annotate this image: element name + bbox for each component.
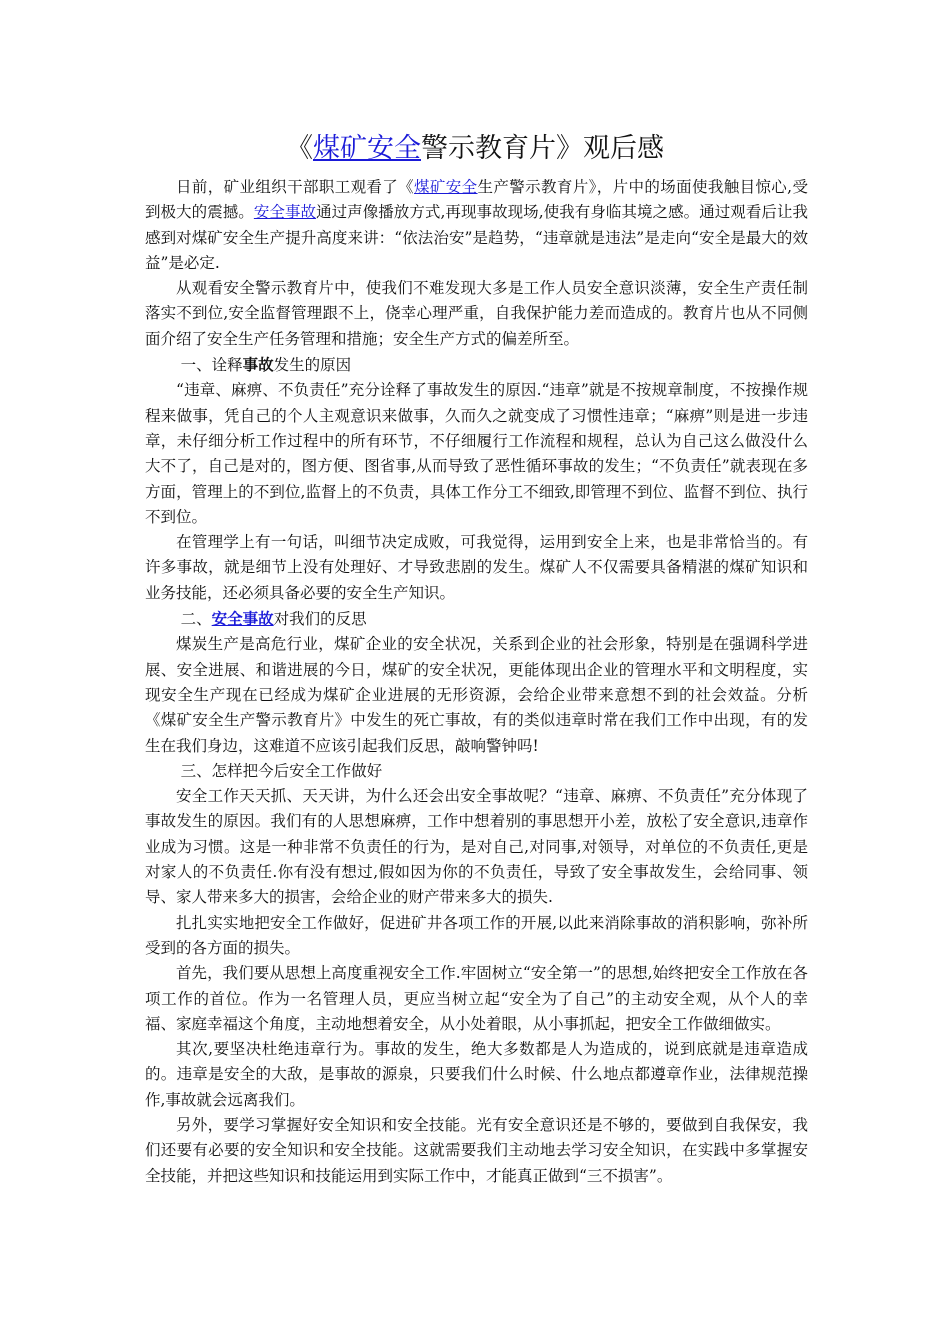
title-prefix: 《 — [286, 133, 313, 164]
paragraph-5: 煤炭生产是高危行业，煤矿企业的安全状况，关系到企业的社会形象，特别是在强调科学进展、安全进展、和谐进展的今日，煤矿的安全状况，更能体现出企业的管理水平和文明程度，实现安全生产现在已经成为煤矿企业进展的无形资源，会给企业带来意想不到的社会效益。分析《煤矿安全生产警示教育片》中发生的死亡事故，有的类似违章时常在我们工作中出现，有的发生在我们身边，这难道不应该引起我们反思，敲响警钟吗! — [145, 635, 808, 755]
paragraph-1-text-a: 日前，矿业组织干部职工观看了《 — [176, 178, 415, 196]
link-coal-mine-safety[interactable]: 煤矿安全 — [414, 178, 478, 196]
section-heading-1-bold: 事故 — [242, 355, 274, 375]
paragraph-6: 安全工作天天抓、天天讲，为什么还会出安全事故呢？“违章、麻痹、不负责任”充分体现了事故发生的原因。我们有的人思想麻痹，工作中想着别的事思想开小差，放松了安全意识,违章作业成为习惯。这是一种非常不负责任的行为，是对自己,对同事,对领导，对单位的不负责任,更是对家人的不负责任.你有没有想过,假如因为你的不负责任，导致了安全事故发生，会给同事、领导、家人带来多大的损害，会给企业的财产带来多大的损失. — [145, 787, 808, 907]
section-heading-1-text-a: 一、诠释 — [180, 356, 243, 375]
paragraph-7: 扎扎实实地把安全工作做好，促进矿井各项工作的开展,以此来消除事故的消积影响，弥补所受到的各方面的损失。 — [145, 913, 808, 957]
paragraph-10: 另外，要学习掌握好安全知识和安全技能。光有安全意识还是不够的，要做到自我保安，我们还要有必要的安全知识和安全技能。这就需要我们主动地去学习安全知识，在实践中多掌握安全技能，并把这些知识和技能运用到实际工作中，才能真正做到“三不损害”。 — [145, 1115, 808, 1185]
section-heading-1 — [145, 352, 808, 378]
title-suffix: 警示教育片》观后感 — [421, 133, 664, 164]
paragraph-1-text-c: 通过声像播放方式,再现事故现场,使我有身临其境之感。通过观看后让我感到对煤矿安全生产提升高度来讲：“依法治安”是趋势，“违章就是违法”是走向“安全是最大的效益”是必定. — [145, 203, 808, 272]
document-body — [145, 175, 808, 1189]
paragraph-9: 其次,要坚决杜绝违章行为。事故的发生，绝大多数都是人为造成的，说到底就是违章造成的。违章是安全的大敌，是事故的源泉，只要我们什么时候、什么地点都遵章作业，法律规范操作,事故就会远离我们。 — [145, 1040, 808, 1109]
paragraph-4: 在管理学上有一句话，叫细节决定成败，可我觉得，运用到安全上来，也是非常恰当的。有许多事故，就是细节上没有处理好、才导致悲剧的发生。煤矿人不仅需要具备精湛的煤矿知识和业务技能，还必须具备必要的安全生产知识。 — [145, 533, 808, 602]
section-heading-2-text-b: 对我们的反思 — [273, 610, 367, 629]
paragraph-3: “违章、麻痹、不负责任”充分诠释了事故发生的原因.“违章”就是不按规章制度，不按操作规程来做事，凭自己的个人主观意识来做事，久而久之就变成了习惯性违章；“麻痹”则是进一步违章，未仔细分析工作过程中的所有环节，不仔细履行工作流程和规程，总认为自己这么做没什么大不了，自己是对的，图方便、图省事,从而导致了恶性循环事故的发生；“不负责任”就表现在多方面，管理上的不到位,监督上的不负责，具体工作分工不细致,即管理不到位、监督不到位、执行不到位。 — [145, 381, 808, 526]
link-safety-accident[interactable]: 安全事故 — [253, 203, 317, 222]
section-heading-3: 三、怎样把今后安全工作做好 — [180, 761, 383, 780]
paragraph-2: 从观看安全警示教育片中，使我们不难发现大多是工作人员安全意识淡薄，安全生产责任制落实不到位,安全监督管理跟不上，侥幸心理严重，自我保护能力差而造成的。教育片也从不同侧面介绍了安全生产任务管理和措施；安全生产方式的偏差所至。 — [145, 279, 808, 348]
title-link-coal-mine-safety[interactable]: 煤矿安全 — [313, 133, 421, 164]
paragraph-1-text-b: 生产警示教育片》，片中的场面使我触目惊心,受到极大的震撼。 — [145, 178, 808, 222]
document-title — [0, 126, 950, 172]
section-heading-2-text-a: 二、 — [180, 610, 212, 629]
section-heading-1-text-b: 发生的原因 — [273, 356, 352, 375]
section-heading-2 — [145, 606, 808, 632]
link-safety-accident-heading[interactable]: 安全事故 — [211, 609, 274, 629]
paragraph-8: 首先，我们要从思想上高度重视安全工作.牢固树立“安全第一”的思想,始终把安全工作放在各项工作的首位。作为一名管理人员，更应当树立起“安全为了自己”的主动安全观，从个人的幸福、家庭幸福这个角度，主动地想着安全，从小处着眼，从小事抓起，把安全工作做细做实。 — [145, 964, 808, 1033]
paragraph-1 — [145, 175, 808, 276]
